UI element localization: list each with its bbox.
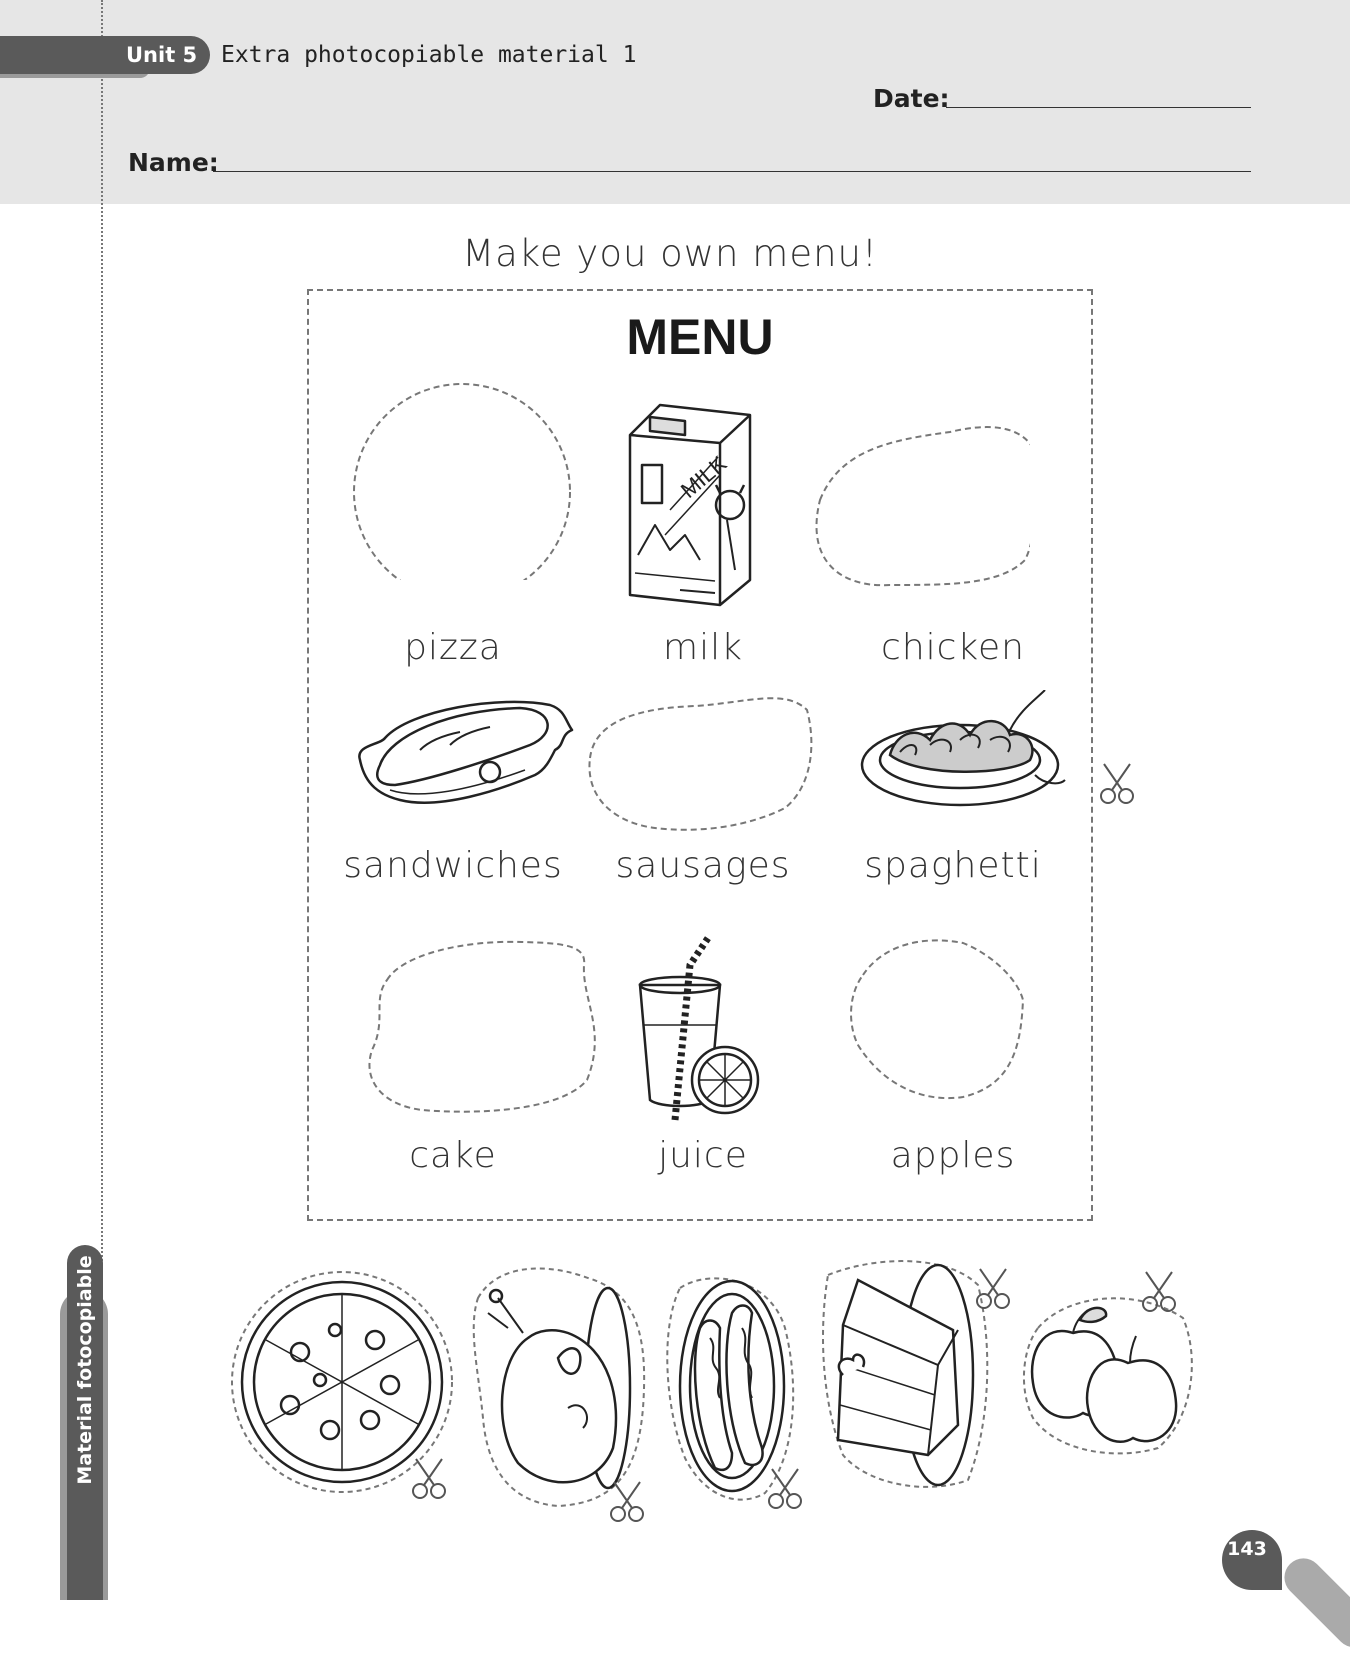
milk-carton-icon [590,390,820,610]
spaghetti-plate-icon [860,690,1070,820]
dashed-blob-icon [800,410,1030,610]
dashed-blob-icon [843,935,1033,1105]
date-label: Date: [873,84,950,113]
unit-label: Unit 5 [126,43,198,67]
menu-label-sandwiches: sandwiches [343,845,563,886]
scissors-icon [408,1455,454,1501]
name-label: Name: [128,148,219,177]
menu-label-sausages: sausages [615,845,791,886]
side-label: Material fotocopiable [74,1255,96,1485]
page-number: 143 [1227,1538,1267,1560]
menu-label-chicken: chicken [881,627,1025,668]
instruction-text: Make you own menu! [462,232,878,275]
scissors-icon [764,1465,810,1511]
menu-slot-apples[interactable] [843,935,1073,1135]
menu-label-spaghetti: spaghetti [864,845,1042,886]
menu-picture-juice [630,930,860,1130]
menu-title: MENU [626,309,774,365]
menu-slot-chicken[interactable] [800,410,1030,610]
menu-label-cake: cake [409,1135,497,1176]
dashed-circle-icon [347,380,577,580]
menu-picture-milk [590,390,820,590]
scissors-icon [1096,760,1142,806]
scissors-icon [606,1478,652,1524]
date-field[interactable] [946,107,1251,108]
page-corner-stripe [1277,1551,1350,1655]
dashed-blob-icon [362,940,602,1120]
sandwich-icon [350,690,580,830]
roast-chicken-icon [468,1258,648,1508]
cake-slice-icon [818,1255,993,1495]
menu-label-pizza: pizza [404,627,502,668]
menu-label-apples: apples [890,1135,1016,1176]
menu-label-juice: juice [658,1135,748,1176]
dashed-blob-icon [585,688,815,838]
cutout-chicken[interactable] [468,1258,648,1508]
unit-subtitle: Extra photocopiable material 1 [221,42,637,68]
menu-label-milk: milk [663,627,743,668]
svg-text:MILK: MILK [675,450,732,503]
name-field[interactable] [213,171,1251,172]
menu-slot-cake[interactable] [362,940,592,1140]
menu-slot-pizza[interactable] [347,380,577,580]
juice-glass-icon [630,930,770,1130]
cutout-cake[interactable] [818,1255,993,1495]
scissors-icon [1138,1268,1184,1314]
scissors-icon [972,1265,1018,1311]
